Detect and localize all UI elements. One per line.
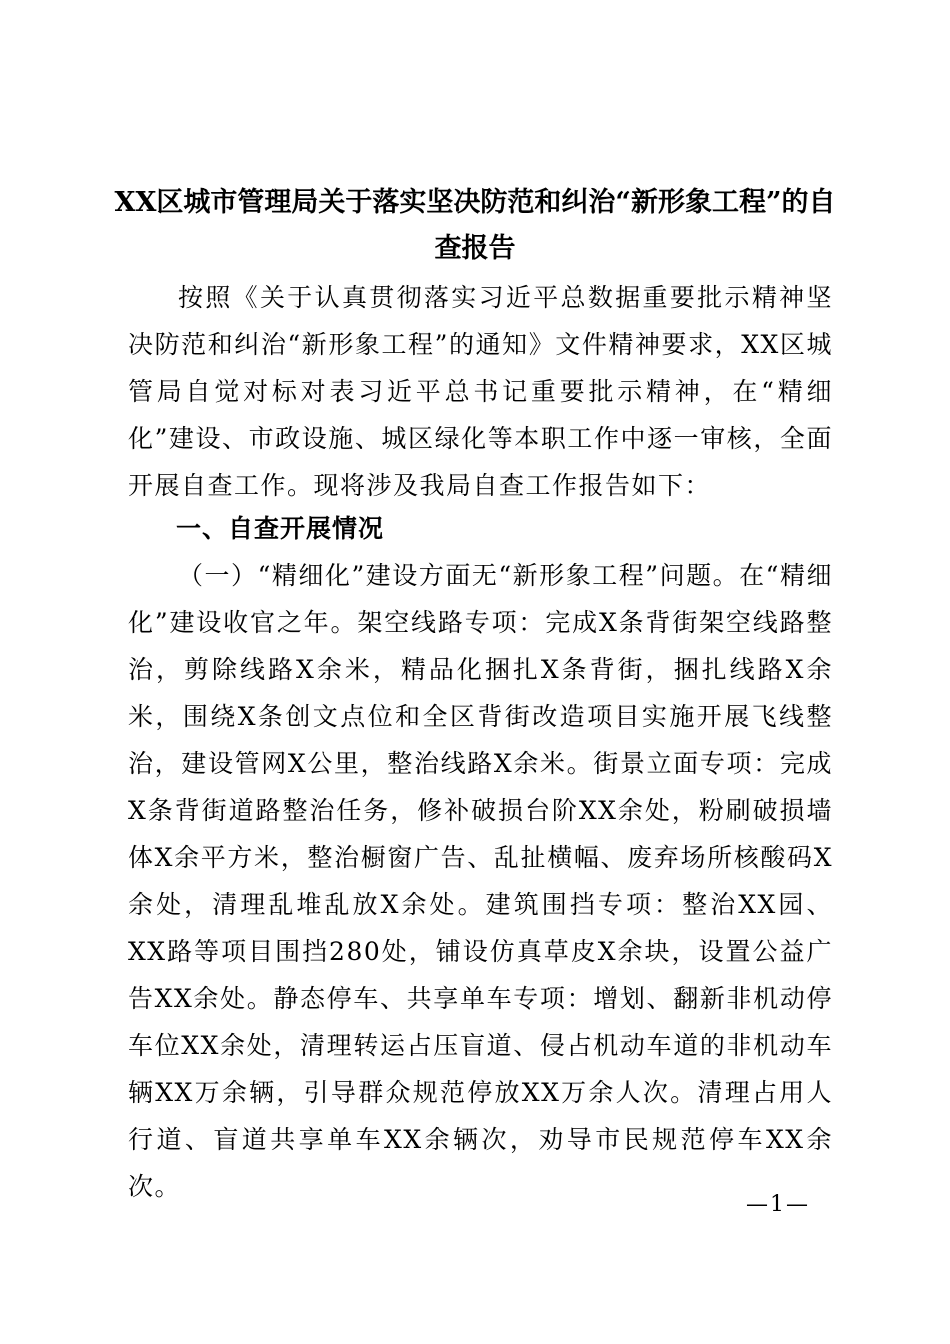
intro-paragraph: 按照《关于认真贯彻落实习近平总数据重要批示精神坚决防范和纠治“新形象工程”的通知》文件精神要求，XX区城管局自觉对标对表习近平总书记重要批示精神，在“精细化”建设、市政设施、城区绿化等本职工作中逐一审核，全面开展自查工作。现将涉及我局自查工作报告如下： (128, 283, 833, 500)
document-title: XX区城市管理局关于落实坚决防范和纠治“新形象工程”的自查报告 (114, 187, 836, 264)
section-body (128, 552, 833, 1210)
section-paragraph: （一）“精细化”建设方面无“新形象工程”问题。在“精细化”建设收官之年。架空线路专项：完成X条背街架空线路整治，剪除线路X余米，精品化捆扎X条背街，捆扎线路X余米，围绕X条创文点位和全区背街改造项目实施开展飞线整治，建设管网X公里，整治线路X余米。街景立面专项：完成X条背街道路整治任务，修补破损台阶XX余处，粉刷破损墙体X余平方米，整治橱窗广告、乱扯横幅、废弃场所核酸码X余处，清理乱堆乱放X余处。建筑围挡专项：整治XX园、XX路等项目围挡280处，铺设仿真草皮X余块，设置公益广告XX余处。静态停车、共享单车专项：增划、翻新非机动停车位XX余处，清理转运占压盲道、侵占机动车道的非机动车辆XX万余辆，引导群众规范停放XX万余人次。清理占用人行道、盲道共享单车XX余辆次，劝导市民规范停车XX余次。 (128, 561, 833, 1201)
page-number: —1— (746, 1192, 810, 1217)
section-heading: 一、自查开展情况 (176, 514, 385, 543)
intro-block (128, 274, 833, 509)
